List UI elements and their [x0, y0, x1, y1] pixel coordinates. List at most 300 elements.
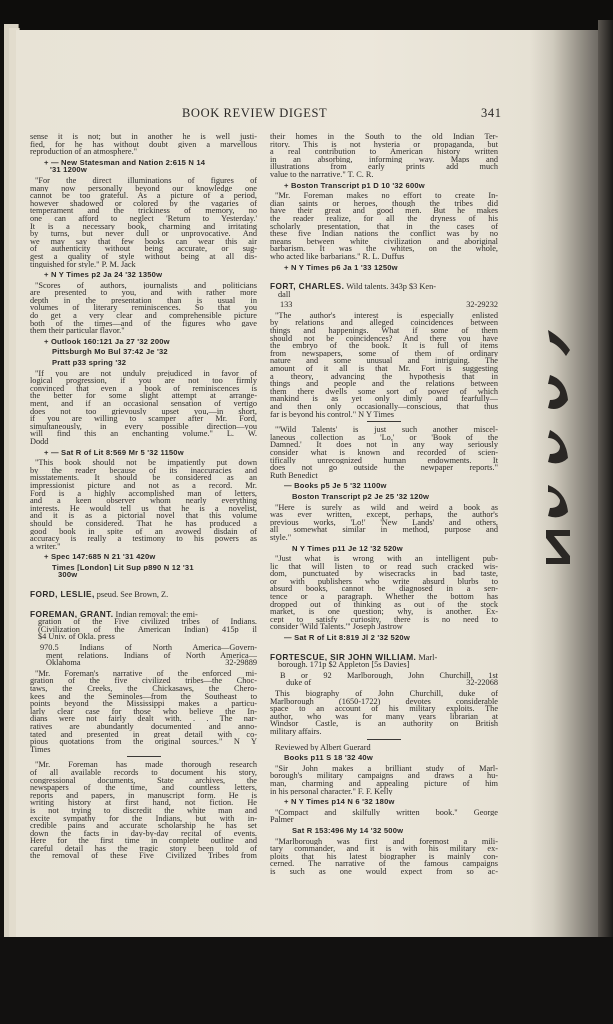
line-text: Oklahoma: [46, 659, 81, 667]
line-text: gest a quality of style without being at all dis-: [30, 252, 257, 261]
text-line: [270, 156, 498, 164]
line-text: a theory, advancing the hypothesis that in: [270, 372, 498, 381]
line-text: Windsor Castle, is an authority on British: [270, 720, 498, 728]
line-text: or with publishers who write absurd blurbs to: [270, 577, 498, 586]
text-line: [270, 788, 498, 796]
text-line: [284, 634, 498, 642]
text-line: [30, 215, 257, 223]
text-line: [270, 373, 498, 381]
separator-rule: [367, 421, 401, 422]
text-line: [292, 545, 498, 553]
text-line: [270, 698, 498, 706]
lccn-number: 32-29232: [466, 301, 498, 309]
text-line: [270, 403, 498, 411]
text-line: [30, 408, 257, 416]
line-text: Damned.' It does not in any way seriously: [270, 441, 498, 449]
text-line: [30, 845, 257, 853]
line-text: dom, punctuated by wisecracks in bad taste,: [270, 570, 498, 578]
text-line: [30, 253, 257, 261]
citation: [30, 564, 257, 579]
text-line: [30, 238, 257, 246]
line-text: reports and papers, in manuscript form. He is: [30, 791, 257, 800]
binding-edge: [598, 20, 613, 940]
text-line: [30, 799, 257, 807]
text-line: [30, 467, 257, 475]
text-line: [30, 327, 257, 335]
text-line: [30, 626, 257, 634]
text-line: [270, 578, 498, 586]
line-text: "Scores of authors, journalists and politicians: [35, 281, 257, 290]
text-line: [52, 571, 257, 579]
line-text: + — New Statesman and Nation 2:615 N 14: [44, 158, 206, 167]
lccn-number: 32-22068: [466, 679, 498, 687]
text-line: [280, 301, 498, 309]
line-text: cerned. The narrative of the famous campaigns: [270, 860, 498, 868]
line-text: lic that will listen to or read such cracked wis-: [270, 562, 498, 571]
review-paragraph: [30, 761, 257, 860]
text-line: [284, 182, 498, 190]
text-line: [270, 223, 498, 231]
text-line: [44, 159, 257, 167]
text-line: [30, 438, 257, 446]
line-text: who acted like barbarians." R. L. Duffus: [270, 252, 405, 261]
line-text: Pittsburgh Mo Bul 37:42 Je '32: [52, 348, 168, 357]
citation: [270, 827, 498, 835]
line-text: 133: [280, 301, 293, 309]
text-line: [30, 415, 257, 423]
line-text: do get a very clear and comprehensible picture: [30, 312, 257, 320]
line-text: "This book should not be impatiently put down: [35, 459, 257, 467]
line-text: will find this an enchanting volume." L. W.: [30, 430, 257, 438]
text-line: [270, 720, 498, 728]
text-line: [270, 504, 498, 512]
line-text: the better for some slight attempt at arrange-: [30, 392, 257, 400]
citation: [30, 338, 257, 346]
line-text: the embryo of the book. It is full of items: [270, 342, 498, 350]
line-text: all somewhat similar in method, purpose and: [270, 526, 498, 534]
text-line: [270, 253, 498, 261]
text-line: [30, 837, 257, 845]
line-text: tinguished for style." P. M. Jack: [30, 260, 136, 269]
review-paragraph: [30, 670, 257, 754]
text-line: [270, 623, 498, 631]
line-text: their homes in the South to the old Indian Ter-: [270, 133, 498, 141]
line-text: Reviewed by Albert Guerard: [275, 743, 371, 752]
line-text: congressional documents, State archives, the: [30, 776, 257, 785]
line-text: man, charming and appealing picture of him: [270, 779, 498, 788]
line-text: N Y Times p11 Je 12 '32 520w: [292, 544, 403, 553]
text-line: [270, 215, 498, 223]
line-text: these five Indian nations the conflict was by no: [270, 230, 498, 238]
text-line: [270, 133, 498, 141]
review-paragraph: [270, 504, 498, 542]
text-line: [270, 357, 498, 365]
line-text: barbarism. It was the whites, on the whole,: [270, 245, 498, 253]
entry-heading: [30, 611, 257, 641]
text-line: [30, 543, 257, 551]
text-line: [270, 585, 498, 593]
text-line: [270, 690, 498, 698]
text-line: [30, 591, 257, 599]
text-line: [30, 497, 257, 505]
line-text: dians were not fairly dealt with. . . The nar-: [30, 715, 257, 723]
text-line: [270, 661, 498, 669]
text-line: [270, 335, 498, 343]
text-line: [270, 207, 498, 215]
line-text: value to the narrative." T. C. R.: [270, 170, 374, 179]
text-line: [270, 395, 498, 403]
text-line: [270, 809, 498, 817]
text-line: [30, 528, 257, 536]
text-line: [270, 816, 498, 824]
text-line: [30, 512, 257, 520]
text-line: [30, 192, 257, 200]
line-text: of authenticity without being accurate, or sug-: [30, 245, 257, 253]
text-line: [30, 370, 257, 378]
text-line: [44, 449, 257, 457]
line-text: "Mr. Foreman has made thorough research: [35, 761, 257, 769]
entry-heading: [30, 591, 257, 599]
text-line: [30, 133, 257, 141]
line-text: cept to satisfy curiosity, there is no need to: [270, 615, 498, 624]
text-line: [30, 289, 257, 297]
text-line: [40, 659, 257, 667]
text-line: [270, 868, 498, 876]
line-text: careful detail has the tragic story been told of: [30, 844, 257, 853]
text-line: [30, 392, 257, 400]
entry-heading: [270, 654, 498, 669]
review-paragraph: [270, 809, 498, 824]
text-line: [270, 148, 498, 156]
line-text: illustrations from early prints add much: [270, 163, 498, 171]
text-line: [284, 754, 498, 762]
line-text: taws, the Creeks, the Chickasaws, the Chero-: [30, 685, 257, 693]
line-text: Times [London] Lit Sup p890 N 12 '31: [52, 563, 194, 572]
text-line: [30, 185, 257, 193]
line-text: by turns, but never dull or unprovocative. And: [30, 230, 257, 238]
line-text: pseud. See Brown, Z.: [96, 591, 169, 599]
line-text: in his personal character." F. F. Kelly: [270, 787, 393, 796]
line-text: reproduction of an atmosphere.": [30, 148, 138, 156]
text-line: [270, 449, 498, 457]
text-line: [30, 769, 257, 777]
line-text: should be considered. That he has produced a: [30, 519, 257, 528]
text-line: [270, 434, 498, 442]
text-line: [270, 163, 498, 171]
line-text: "Compact and skilfully written book." George: [275, 808, 498, 817]
line-text: "'Wild Talents' is just such another miscel-: [275, 426, 498, 434]
citation: [270, 798, 498, 806]
line-text: tence or a paragraph. Whether the bottom has: [270, 593, 498, 601]
review-paragraph: [270, 690, 498, 736]
text-line: [30, 746, 257, 754]
line-text: market, is one question; why, is another. Ex-: [270, 608, 498, 616]
text-line: [30, 520, 257, 528]
review-paragraph: [30, 370, 257, 446]
line-text: ment, and if an occasional sensation of vertigo: [30, 400, 257, 408]
text-line: [270, 563, 498, 571]
line-text: gration of the Five civilized tribes of Indians.: [38, 618, 257, 626]
text-line: [270, 744, 498, 752]
entry-author: FORTESCUE, SIR JOHN WILLIAM.: [270, 653, 417, 662]
bleed-mark: [548, 330, 570, 356]
line-text: ritory. This is not hysteria or propaganda, but: [270, 140, 498, 149]
scan-top-border: [0, 0, 613, 30]
text-line: [30, 815, 257, 823]
line-text: points beyond the Mississippi makes a particu-: [30, 700, 257, 708]
citation: [270, 545, 498, 553]
text-line: [30, 633, 257, 641]
text-line: [270, 780, 498, 788]
text-line: [44, 271, 257, 279]
line-text: 300w: [58, 571, 78, 580]
text-line: [30, 320, 257, 328]
text-line: [284, 798, 498, 806]
citation: [30, 271, 257, 279]
text-line: [270, 838, 498, 846]
text-line: [270, 713, 498, 721]
text-line: [30, 822, 257, 830]
line-text: convinced that even a book of reminiscences is: [30, 384, 257, 393]
review-paragraph: [30, 177, 257, 268]
bleed-mark: [548, 375, 568, 409]
line-text: $4 Univ. of Okla. press: [38, 633, 115, 642]
citation: [30, 159, 257, 174]
line-text: gration of the five civilized tribes—the Choc-: [30, 677, 257, 685]
text-line: [44, 166, 257, 174]
citation: [270, 482, 498, 490]
text-line: [30, 807, 257, 815]
text-line: [30, 223, 257, 231]
line-text: Here for the first time in complete outline and: [30, 837, 257, 845]
line-text: was ever written, except, perhaps, the author's: [270, 511, 498, 519]
text-line: [270, 312, 498, 320]
text-line: [270, 411, 498, 419]
line-text: style.": [270, 533, 292, 542]
text-line: [270, 230, 498, 238]
line-text: dall: [278, 290, 291, 299]
text-line: [30, 715, 257, 723]
text-line: [270, 472, 498, 480]
text-line: [270, 342, 498, 350]
line-text: Pratt p33 spring '32: [52, 359, 127, 367]
line-text: Marl-: [418, 653, 438, 662]
line-text: consider what is known and recorded of scien-: [270, 448, 498, 457]
line-text: dian saints or heroes, though the tribes did: [270, 199, 498, 208]
text-line: [270, 365, 498, 373]
text-line: [30, 490, 257, 498]
line-text: in an absorbing, informing way. Maps and: [270, 155, 498, 164]
text-line: [30, 400, 257, 408]
text-line: [280, 672, 498, 680]
citation: [30, 348, 257, 356]
text-line: [270, 283, 498, 291]
classification: [270, 301, 498, 309]
line-text: of all available records to document his story,: [30, 768, 257, 777]
line-text: and a keen observer whom nearly everything: [30, 497, 257, 505]
citation: [270, 754, 498, 762]
text-line: [30, 459, 257, 467]
line-text: excite sympathy for the Indians, but with in-: [30, 814, 257, 823]
text-line: [30, 677, 257, 685]
separator-rule: [127, 756, 161, 757]
review-paragraph: [30, 282, 257, 335]
line-text: impressionist picture and not as a record. Mr.: [30, 481, 257, 490]
text-line: [30, 148, 257, 156]
line-text: + — Sat R of Lit 8:569 Mr 5 '32 1150w: [44, 448, 184, 457]
line-text: kees and the Seminoles—from the Southeast to: [30, 692, 257, 701]
text-line: [30, 830, 257, 838]
bleed-mark: [546, 530, 570, 564]
entry-spacer: [30, 602, 257, 611]
line-text: Ruth Benedict: [270, 471, 318, 480]
entry-heading: [270, 283, 498, 298]
text-line: [270, 192, 498, 200]
text-line: [44, 338, 257, 346]
text-line: [270, 200, 498, 208]
line-text: "Mr. Foreman makes no effort to create In-: [275, 192, 498, 200]
text-line: [270, 350, 498, 358]
line-text: 970.5 Indians of North America—Govern-: [40, 644, 257, 652]
review-paragraph: [270, 192, 498, 260]
line-text: accuracy is really a testimony to his powers as: [30, 535, 257, 543]
text-line: [30, 230, 257, 238]
line-text: "Mr. Foreman's narrative of the enforced mi-: [35, 669, 257, 678]
text-line: [270, 388, 498, 396]
line-text: "If you are not unduly prejudiced in favor of: [35, 369, 257, 378]
line-text: "For the direct illuminations of figures of: [35, 176, 257, 185]
citation: [30, 449, 257, 457]
text-line: [270, 319, 498, 327]
line-text: nature and some unusual and intriguing. The: [270, 357, 498, 366]
text-line: [30, 777, 257, 785]
text-line: [40, 652, 257, 660]
text-line: [30, 618, 257, 626]
citation: [270, 182, 498, 190]
entry-author: FOREMAN, GRANT.: [30, 610, 114, 619]
line-text: things and people and the relations between: [270, 380, 498, 388]
line-text: one can afford to neglect 'Return to Yesterday.': [30, 214, 257, 223]
line-text: borough. 171p $2 Appleton [5s Davies]: [278, 661, 410, 669]
line-text: are presented to you, and with rather more: [30, 289, 257, 297]
line-text: does not too grievously upset you,—in short,: [30, 407, 257, 416]
line-text: however shadowed or colored by the vagaries of: [30, 199, 257, 208]
line-text: "Here is surely as wild and weird a book as: [275, 503, 498, 512]
line-text: both of the times—and of the figures who gave: [30, 319, 257, 328]
line-text: fied, for he has without doubt given a marvellous: [30, 140, 257, 149]
citation: [270, 493, 498, 501]
line-text: — Books p5 Je 5 '32 1100w: [284, 482, 387, 490]
line-text: Indian removal: the emi-: [115, 610, 198, 619]
line-text: should not be coincidences? And there you have: [270, 334, 498, 343]
line-text: (Civilization of the American Indian) 415p il: [38, 625, 257, 634]
line-text: things and happenings. What if some of them: [270, 327, 498, 335]
classification: [270, 672, 498, 687]
line-text: previous works, 'Lo!' 'New Lands' and others,: [270, 518, 498, 527]
text-line: [270, 519, 498, 527]
text-line: [270, 860, 498, 868]
citation: [30, 359, 257, 367]
text-line: [30, 312, 257, 320]
text-line: [30, 761, 257, 769]
line-text: newspapers of the time, and countless letters,: [30, 784, 257, 792]
line-text: them there dwells some sort of power of which: [270, 387, 498, 396]
text-line: [284, 482, 498, 490]
line-text: + Outlook 160:121 Ja 27 '32 200w: [44, 337, 170, 346]
line-text: cannot be too grateful. As a picture of a period,: [30, 192, 257, 200]
line-text: larly clear case for those who believe the In-: [30, 707, 257, 716]
text-line: [270, 705, 498, 713]
line-text: Wild talents. 343p $3 Ken-: [346, 283, 436, 291]
text-line: [292, 827, 498, 835]
review-paragraph: [270, 838, 498, 876]
line-text: It is a necessary book, charming and irritating: [30, 222, 257, 231]
scan-bottom-border: [0, 937, 613, 1024]
line-text: duke of: [286, 679, 312, 687]
text-line: [30, 784, 257, 792]
text-line: [30, 693, 257, 701]
review-paragraph: [270, 312, 498, 418]
line-text: '31 1200w: [50, 166, 87, 174]
line-text: Sat R 153:496 My 14 '32 500w: [292, 826, 404, 835]
text-line: [270, 526, 498, 534]
line-text: misstatements. It should be considered as an: [30, 474, 257, 482]
text-line: [270, 601, 498, 609]
text-line: [30, 261, 257, 269]
line-text: the reader realize, for all the dryness of his: [270, 214, 498, 223]
line-text: sense it is not; but in another he is well justi-: [30, 133, 257, 141]
text-line: [30, 670, 257, 678]
text-line: [30, 200, 257, 208]
line-text: ment relations. Indians of North America—: [46, 651, 257, 660]
text-line: [270, 616, 498, 624]
review-paragraph: [270, 765, 498, 795]
line-text: down the facts in day-by-day recital of events.: [30, 829, 257, 838]
text-line: [270, 327, 498, 335]
line-text: + Spec 147:685 N 21 '31 420w: [44, 553, 156, 561]
citation: [270, 634, 498, 642]
line-text: Books p11 S 18 '32 40w: [284, 754, 373, 762]
text-line: [30, 377, 257, 385]
classification: [30, 644, 257, 667]
text-line: [270, 853, 498, 861]
line-text: Dodd: [30, 437, 49, 446]
running-header-title: BOOK REVIEW DIGEST: [182, 106, 328, 120]
text-line: [30, 430, 257, 438]
text-line: [270, 765, 498, 773]
text-line: [270, 555, 498, 563]
text-line: [30, 685, 257, 693]
text-line: [270, 426, 498, 434]
line-text: credible pains and accurate scholarship he has set: [30, 822, 257, 830]
text-line: [30, 245, 257, 253]
entry-spacer: [270, 645, 498, 654]
line-text: space to an account of his military exploits. The: [270, 705, 498, 713]
line-text: volumes of literary reminiscences. So that you: [30, 304, 257, 313]
text-line: [270, 534, 498, 542]
line-text: tifically unrecognized human endowments. It: [270, 456, 498, 465]
text-line: [280, 679, 498, 687]
text-line: [40, 644, 257, 652]
text-line: [30, 207, 257, 215]
line-text: is not trying to discredit the white man and: [30, 806, 257, 815]
review-paragraph: [270, 426, 498, 479]
line-text: Times: [30, 745, 51, 754]
line-text: This biography of John Churchill, duke of: [275, 690, 498, 698]
text-line: [30, 738, 257, 746]
text-line: [30, 304, 257, 312]
line-text: a real contribution to American history written: [270, 148, 498, 156]
